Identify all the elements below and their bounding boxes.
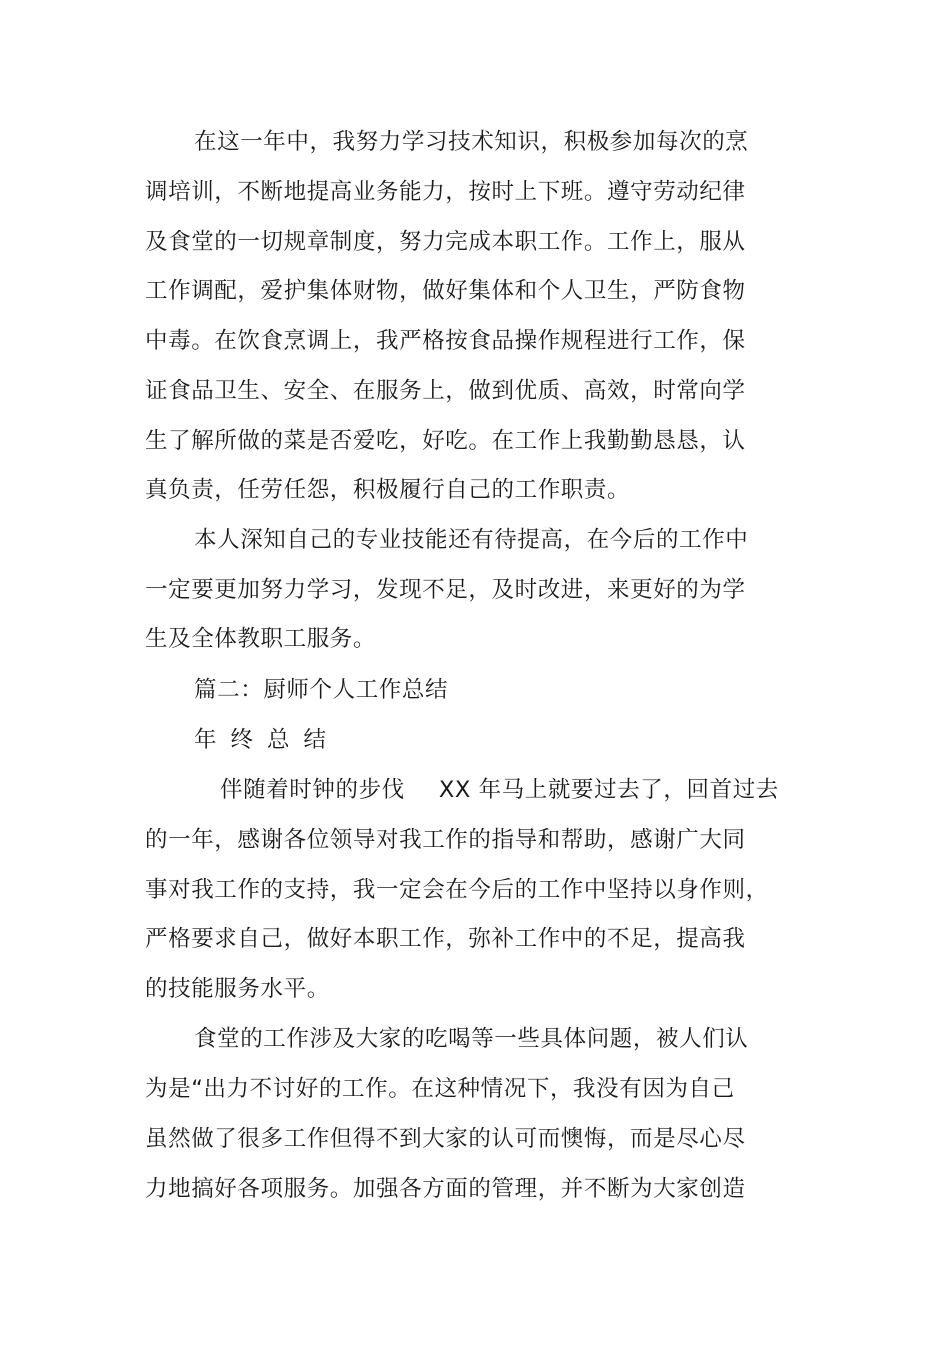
paragraph-line: 真负责，任劳任怨，积极履行自己的工作职责。 <box>145 477 631 503</box>
paragraph-line: 中毒。在饮食烹调上，我严格按食品操作规程进行工作，保 <box>145 328 746 354</box>
paragraph-line: 证食品卫生、安全、在服务上，做到优质、高效，时常向学 <box>145 378 746 404</box>
section-subheading: 年终总结 <box>194 727 341 753</box>
section-heading: 篇二：厨师个人工作总结 <box>194 677 449 703</box>
paragraph-line: 工作调配，爱护集体财物，做好集体和个人卫生，严防食物 <box>145 278 746 304</box>
paragraph-segment: XX 年马上就要过去了，回首过去 <box>438 777 779 803</box>
paragraph-line: 食堂的工作涉及大家的吃喝等一些具体问题，被人们认 <box>194 1026 749 1052</box>
paragraph-line: 调培训，不断地提高业务能力，按时上下班。遵守劳动纪律 <box>145 179 746 205</box>
paragraph-line: 虽然做了很多工作但得不到大家的认可而懊悔，而是尽心尽 <box>145 1126 746 1152</box>
paragraph-line: 及食堂的一切规章制度，努力完成本职工作。工作上，服从 <box>145 229 746 255</box>
paragraph-line: 生及全体教职工服务。 <box>145 626 377 652</box>
paragraph-line: 的技能服务水平。 <box>145 976 330 1002</box>
paragraph-line: 在这一年中，我努力学习技术知识，积极参加每次的烹 <box>194 129 749 155</box>
paragraph-line: 的一年，感谢各位领导对我工作的指导和帮助，感谢广大同 <box>145 827 746 853</box>
paragraph-line: 力地搞好各项服务。加强各方面的管理，并不断为大家创造 <box>145 1176 746 1202</box>
paragraph-line: 严格要求自己，做好本职工作，弥补工作中的不足，提高我 <box>145 926 746 952</box>
paragraph-line: 事对我工作的支持，我一定会在今后的工作中坚持以身作则， <box>145 877 769 903</box>
paragraph-line: 为是“出力不讨好的工作。在这种情况下，我没有因为自己 <box>145 1076 735 1102</box>
paragraph-line: 生了解所做的菜是否爱吃，好吃。在工作上我勤勤恳恳，认 <box>145 428 746 454</box>
paragraph-line: 本人深知自己的专业技能还有待提高，在今后的工作中 <box>194 527 749 553</box>
paragraph-line: 一定要更加努力学习，发现不足，及时改进，来更好的为学 <box>145 577 746 603</box>
paragraph-line <box>220 775 779 805</box>
paragraph-segment: 伴随着时钟的步伐 <box>220 777 405 803</box>
